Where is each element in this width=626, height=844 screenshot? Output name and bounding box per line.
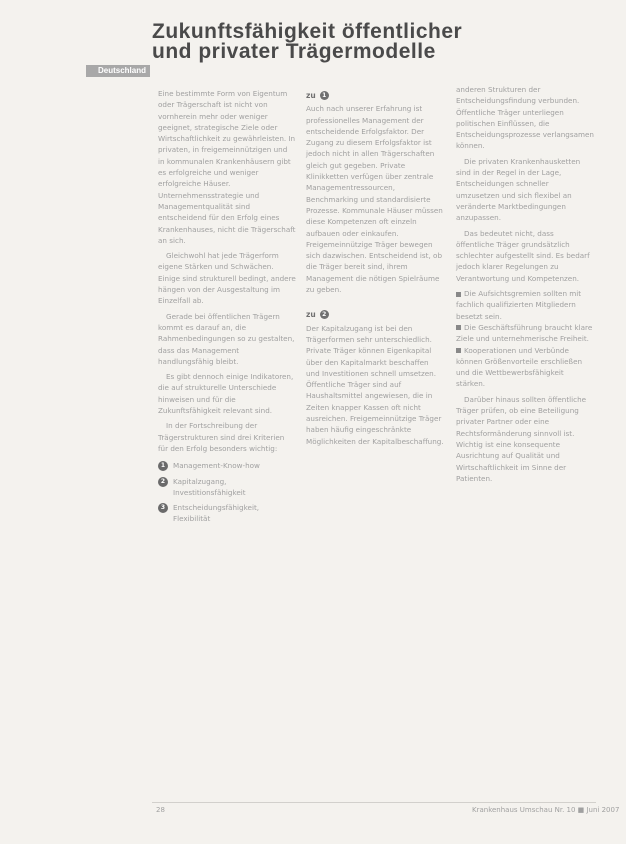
paragraph: anderen Strukturen der Entscheidungsfindung verbunden. Öffentliche Träger unterliegen politischen Einflüssen, die Entscheidungsprozesse verlangsamen können.	[456, 85, 594, 151]
paragraph: Gleichwohl hat jede Trägerform eigene Stärken und Schwächen. Einige sind strukturell bedingt, andere hängen von der Ausgestaltung im Einzelfall ab.	[158, 251, 296, 306]
list-item	[158, 502, 296, 525]
bullet-item	[456, 322, 594, 345]
footer-rule	[152, 802, 596, 803]
list-item	[158, 460, 296, 471]
bullet-item	[456, 288, 594, 322]
section-heading	[306, 309, 444, 320]
column-2	[306, 88, 444, 447]
page-number: 28	[156, 806, 165, 814]
bullet-text: Kooperationen und Verbünde können Größenvorteile erschließen und die Wettbewerbsfähigkeit stärken.	[456, 345, 583, 389]
column-3	[456, 84, 594, 484]
paragraph: Der Kapitalzugang ist bei den Trägerformen sehr unterschiedlich. Private Träger können Eigenkapital über den Kapitalmarkt beschaffen und Investitionen schnell umsetzen. Öffentliche Träger sind auf Haushaltsmittel angewiesen, die in Zeiten knapper Kassen oft nicht ausreichen. Freigemeinnützige Träger haben häufig eingeschränkte Möglichkeiten der Kapitalbeschaffung.	[306, 323, 444, 446]
list-item-label: Management-Know-how	[173, 461, 260, 471]
number-badge-icon: 3	[158, 503, 168, 513]
section-heading-label: zu	[306, 310, 316, 320]
section-heading	[306, 90, 444, 101]
bullet-text: Die Geschäftsführung braucht klare Ziele und unternehmerische Freiheit.	[456, 322, 593, 344]
title-line-1: Zukunftsfähigkeit öffentlicher	[152, 20, 463, 43]
criteria-list	[158, 460, 296, 524]
square-bullet-icon	[456, 325, 461, 330]
section-heading-label: zu	[306, 91, 316, 100]
bullet-item	[456, 345, 594, 390]
section-badge: Deutschland	[86, 65, 150, 77]
publication-footer: Krankenhaus Umschau Nr. 10 ■ Juni 2007	[472, 806, 620, 814]
paragraph: Auch nach unserer Erfahrung ist professionelles Management der entscheidende Erfolgsfaktor. Der Zugang zu diesem Erfolgsfaktor ist jedoch nicht in allen Trägerschaften gleich gut gegeben. Private Klinikketten verfügen über zentrale Managementressourcen, Benchmarking und standardisierte Prozesse. Kommunale Häuser müssen diese Kompetenzen oft einzeln aufbauen oder einkaufen. Freigemeinnützige Träger bewegen sich dazwischen. Entscheidend ist, ob die Träger bereit sind, ihrem Management die nötigen Spielräume zu geben.	[306, 104, 443, 295]
list-item-label: Kapitalzugang, Investitionsfähigkeit	[173, 476, 246, 497]
list-item-label: Entscheidungsfähigkeit, Flexibilität	[173, 503, 260, 524]
paragraph: Darüber hinaus sollten öffentliche Träger prüfen, ob eine Beteiligung privater Partner oder eine Rechtsformänderung sinnvoll ist. Wichtig ist eine konsequente Ausrichtung auf Qualität und Wirtschaftlichkeit im Sinne der Patienten.	[456, 394, 587, 483]
paragraph: Gerade bei öffentlichen Trägern kommt es darauf an, die Rahmenbedingungen so zu gestalten, dass das Management handlungsfähig bleibt.	[158, 311, 295, 366]
number-badge-icon: 2	[158, 477, 168, 487]
list-item	[158, 476, 296, 499]
page-title	[152, 22, 572, 62]
paragraph: Es gibt dennoch einige Indikatoren, die auf strukturelle Unterschiede hinweisen und für die Zukunftsfähigkeit relevant sind.	[158, 372, 294, 416]
column-1	[158, 88, 296, 529]
number-badge-icon: 1	[320, 91, 329, 100]
paragraph: Das bedeutet nicht, dass öffentliche Träger grundsätzlich schlechter aufgestellt sind. Es bedarf jedoch klarer Regelungen zu Verantwortung und Kompetenzen.	[456, 228, 590, 283]
paragraph: In der Fortschreibung der Trägerstrukturen sind drei Kriterien für den Erfolg besonders wichtig:	[158, 421, 285, 453]
bullet-text: Die Aufsichtsgremien sollten mit fachlich qualifizierten Mitgliedern besetzt sein.	[456, 289, 582, 321]
paragraph: Die privaten Krankenhausketten sind in der Regel in der Lage, Entscheidungen schneller umzusetzen und sich flexibel an veränderte Marktbedingungen anzupassen.	[456, 156, 581, 223]
number-badge-icon: 1	[158, 461, 168, 471]
title-line-2: und privater Trägermodelle	[152, 40, 436, 63]
square-bullet-icon	[456, 348, 461, 353]
square-bullet-icon	[456, 292, 461, 297]
paragraph: Eine bestimmte Form von Eigentum oder Trägerschaft ist nicht von vornherein mehr oder weniger geeignet, strategische Ziele oder Wirtschaftlichkeit zu gewährleisten. In privaten, in freigemeinnützigen und in kommunalen Krankenhäusern gibt es erfolgreiche und weniger erfolgreiche Häuser. Unternehmensstrategie und Managementqualität sind entscheidend für den Erfolg eines Krankenhauses, nicht die Trägerschaft an sich.	[158, 89, 296, 245]
number-badge-icon: 2	[320, 310, 329, 319]
